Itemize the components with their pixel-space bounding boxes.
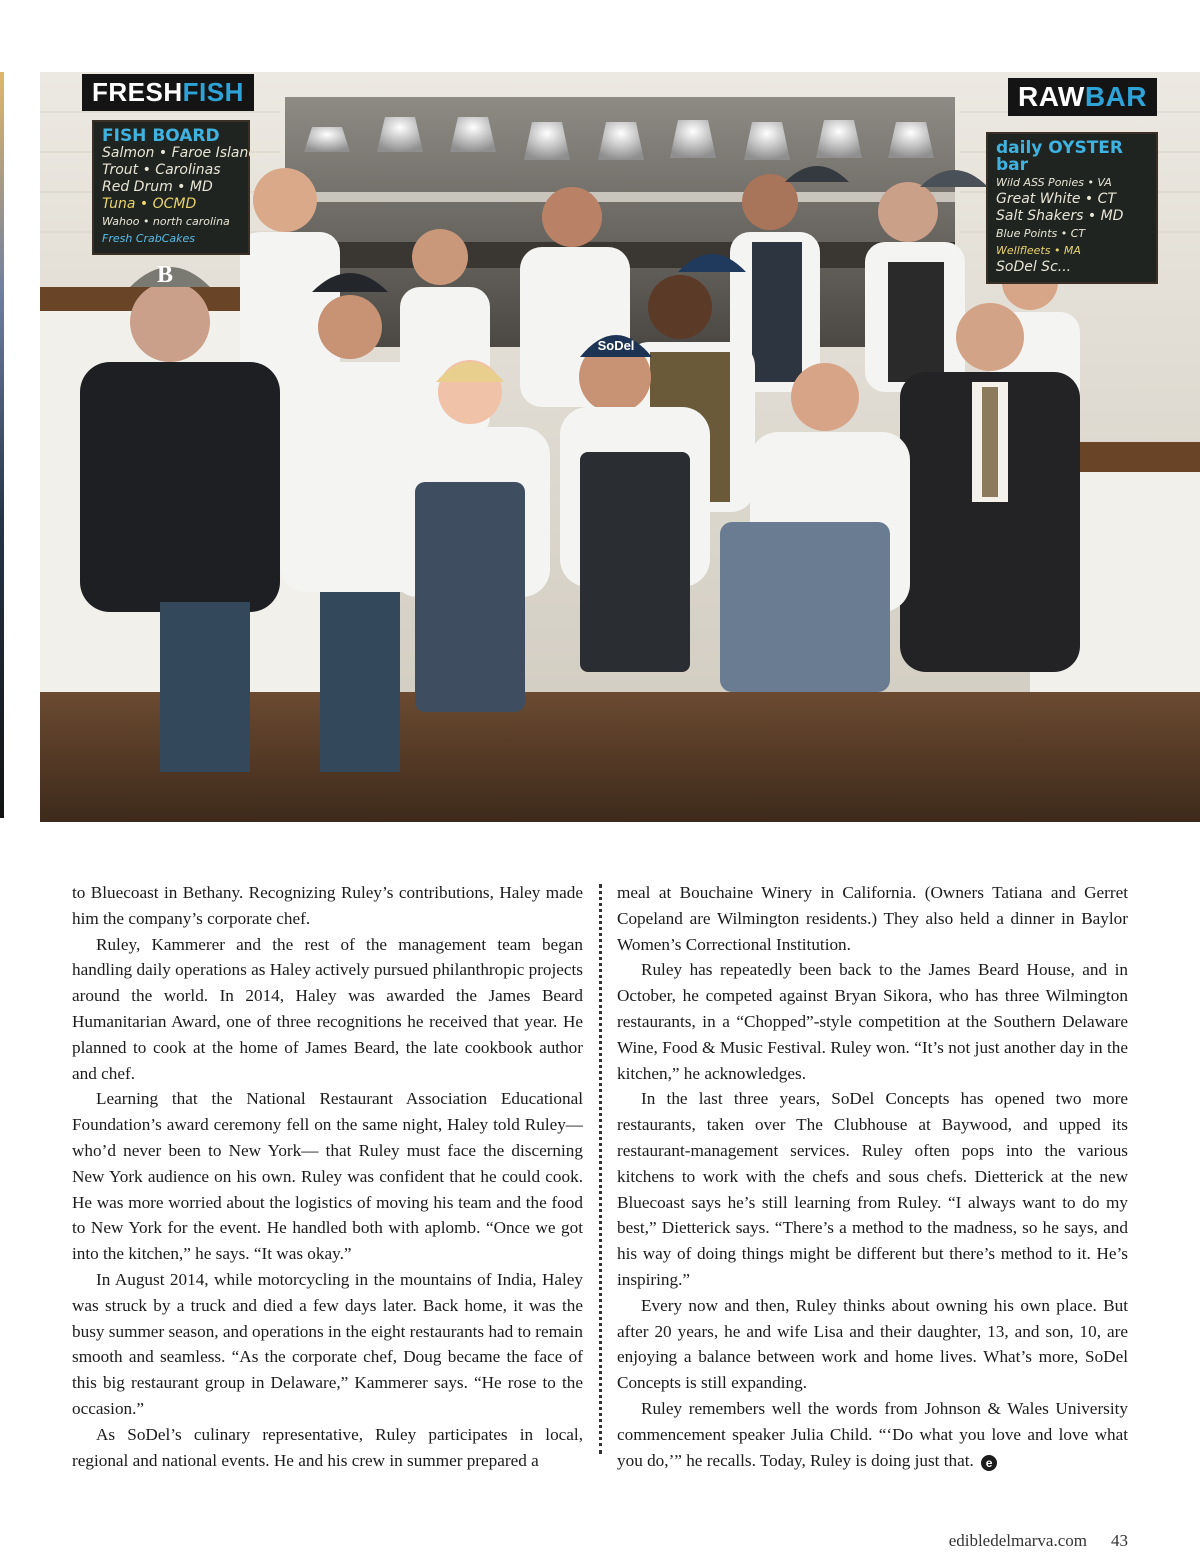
footer-site[interactable]: edibledelmarva.com (948, 1531, 1087, 1550)
paragraph: In the last three years, SoDel Concepts has opened two more restaurants, taken over The Clubhouse at Baywood, and upped its restaurant-management services. Ruley often pops into the various kitchens to work with the chefs and sous chefs. Dietterick at the new Bluecoast says he’s still learning from Ruley. “I always want to do my best,” Dietterick says. “There’s a method to the madness, so he says, and his way of doing things might be different but there’s method to it. He’s inspiring.” (617, 1089, 1128, 1289)
paragraph: to Bluecoast in Bethany. Recognizing Ruley’s contributions, Haley made him the company’s corporate chef. (72, 883, 583, 928)
end-mark-icon: e (981, 1455, 997, 1471)
paragraph: As SoDel’s culinary representative, Ruley participates in local, regional and national events. He and his crew in summer prepared a (72, 1424, 583, 1470)
oyster-board-line: Wild ASS Ponies • VA (996, 176, 1112, 189)
fish-board-line: Salmon • Faroe Island (102, 145, 258, 161)
article-column-left (72, 880, 583, 1473)
fish-board-line: Trout • Carolinas (102, 162, 221, 178)
oyster-board-line: Wellfleets • MA (996, 244, 1081, 257)
oyster-board (986, 132, 1158, 284)
article-column-right (617, 880, 1128, 1473)
paragraph-text: Ruley remembers well the words from Johnson & Wales University commencement speaker Julia Child. “‘Do what you love and love what you do,’” he recalls. Today, Ruley is doing just that. (617, 1398, 1128, 1470)
last-paragraph (617, 1396, 1128, 1473)
raw-bar-sign (1008, 78, 1157, 116)
sign-word-accent: BAR (1084, 81, 1147, 112)
cap-logo: SoDel (597, 338, 635, 353)
fresh-fish-sign (82, 74, 254, 111)
fish-board-line: Wahoo • north carolina (102, 215, 230, 228)
oyster-board-line: Salt Shakers • MD (996, 208, 1124, 224)
cap-letter: B (156, 262, 174, 288)
paragraph: Ruley, Kammerer and the rest of the management team began handling daily operations as Haley actively pursued philanthropic projects around the world. In 2014, Haley was awarded the James Beard Humanitarian Award, one of three recognitions he received that year. He planned to cook at the home of James Beard, the late cookbook author and chef. (72, 934, 583, 1083)
paragraph: Ruley has repeatedly been back to the James Beard House, and in October, he competed against Bryan Sikora, who has three Wilmington restaurants, in a “Chopped”-style competition at the Southern Delaware Wine, Food & Music Festival. Ruley won. “It’s not just another day in the kitchen,” he acknowledges. (617, 960, 1128, 1083)
oyster-board-line: Great White • CT (996, 191, 1116, 207)
sign-word: RAW (1018, 81, 1085, 112)
sign-word-accent: FISH (182, 77, 244, 107)
fish-board-line: Red Drum • MD (102, 179, 213, 195)
team-photo (40, 72, 1200, 822)
page-footer (949, 1531, 1128, 1551)
sign-word: FRESH (92, 77, 183, 107)
fish-board (92, 120, 258, 255)
paragraph: meal at Bouchaine Winery in California. (Owners Tatiana and Gerret Copeland are Wilmington residents.) They also held a dinner in Baylor Women’s Correctional Institution. (617, 883, 1128, 954)
fish-board-line: Tuna • OCMD (102, 196, 197, 212)
article-body (72, 880, 1128, 1480)
fish-board-heading: FISH BOARD (102, 126, 220, 146)
oyster-board-line: Blue Points • CT (996, 227, 1086, 240)
oyster-board-heading: daily OYSTER bar (996, 138, 1123, 175)
fish-board-line: Fresh CrabCakes (102, 232, 196, 245)
paragraph: Learning that the National Restaurant Association Educational Foundation’s award ceremony fell on the same night, Haley told Ruley—who’d never been to New York— that Ruley must face the discerning New York audience on his own. Ruley was confident that he could cook. He was more worried about the logistics of moving his team and the food to New York for the event. He handled both with aplomb. “Once we got into the kitchen,” he says. “It was okay.” (72, 1089, 583, 1264)
paragraph: In August 2014, while motorcycling in the mountains of India, Haley was struck by a truck and died a few days later. Back home, it was the busy summer season, and operations in the eight restaurants had to remain smooth and seamless. “As the corporate chef, Doug became the face of this big restaurant group in Delaware,” Kammerer says. “He rose to the occasion.” (72, 1269, 583, 1418)
column-divider (599, 884, 602, 1454)
page-number: 43 (1111, 1531, 1128, 1550)
oyster-board-line: SoDel Sc... (996, 259, 1072, 275)
facing-page-bleed (0, 72, 4, 818)
paragraph: Every now and then, Ruley thinks about owning his own place. But after 20 years, he and wife Lisa and their daughter, 13, and son, 10, are enjoying a balance between work and home lives. What’s more, SoDel Concepts is still expanding. (617, 1295, 1128, 1393)
